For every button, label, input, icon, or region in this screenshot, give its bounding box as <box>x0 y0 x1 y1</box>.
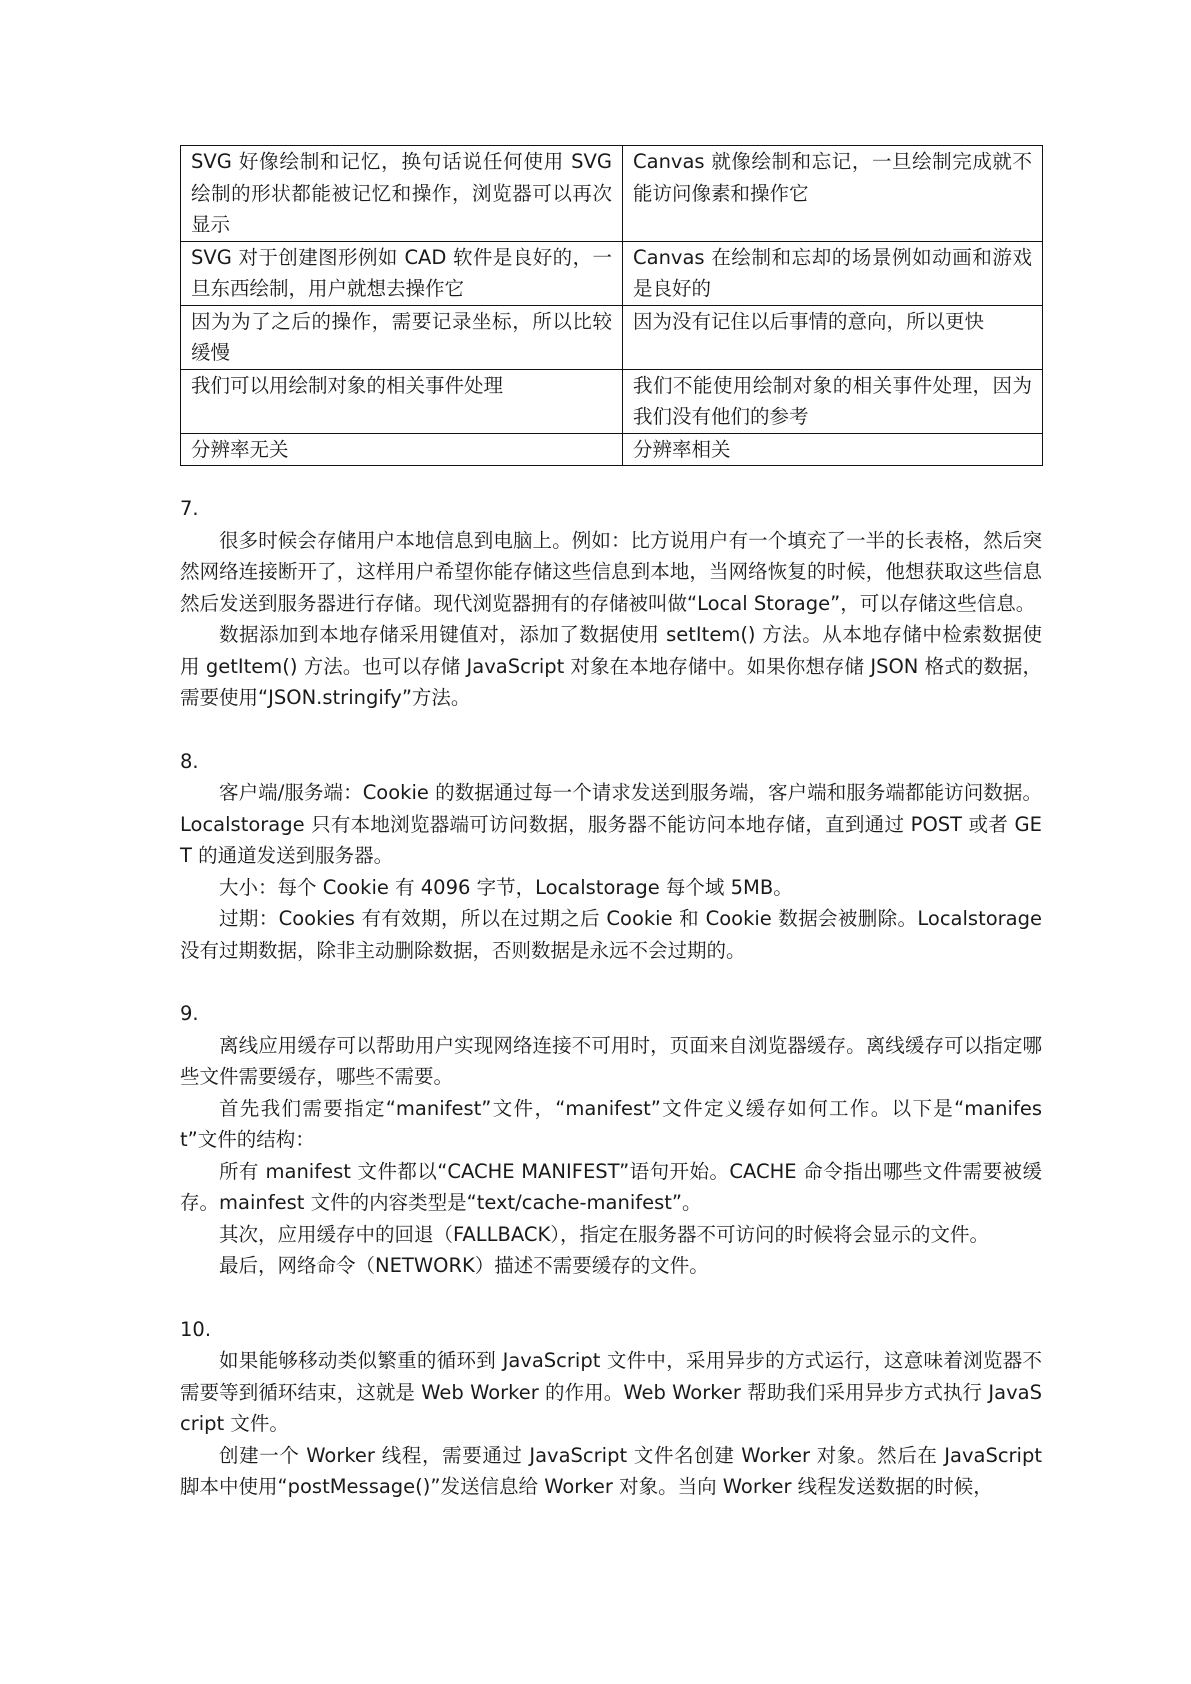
section-number: 9. <box>180 1002 199 1025</box>
paragraph: 很多时候会存储用户本地信息到电脑上。例如：比方说用户有一个填充了一半的长表格，然后突然网络连接断开了，这样用户希望你能存储这些信息到本地，当网络恢复的时候，他想获取这些信息然后发送到服务器进行存储。现代浏览器拥有的存储被叫做“Local Storage”，可以存储这些信息。 <box>180 528 1042 615</box>
section-9 <box>180 998 1042 1282</box>
paragraph: 首先我们需要指定“manifest”文件，“manifest”文件定义缓存如何工作。以下是“manifest”文件的结构： <box>180 1096 1042 1151</box>
page-content <box>180 145 1042 1503</box>
table-cell-svg: SVG 对于创建图形例如 CAD 软件是良好的，一旦东西绘制，用户就想去操作它 <box>181 241 623 305</box>
table-row <box>181 369 1043 433</box>
svg-canvas-comparison-table <box>180 145 1043 466</box>
paragraph: 创建一个 Worker 线程，需要通过 JavaScript 文件名创建 Worker 对象。然后在 JavaScript 脚本中使用“postMessage()”发送信息给 Worker 对象。当向 Worker 线程发送数据的时候， <box>180 1443 1042 1498</box>
section-10 <box>180 1314 1042 1503</box>
table-cell-svg: 我们可以用绘制对象的相关事件处理 <box>181 369 623 433</box>
paragraph: 其次，应用缓存中的回退（FALLBACK），指定在服务器不可访问的时候将会显示的文件。 <box>219 1222 990 1246</box>
table-row <box>181 433 1043 466</box>
table-row <box>181 146 1043 242</box>
table-cell-svg: 因为为了之后的操作，需要记录坐标，所以比较缓慢 <box>181 305 623 369</box>
paragraph: 最后，网络命令（NETWORK）描述不需要缓存的文件。 <box>219 1254 709 1277</box>
table-cell-svg: SVG 好像绘制和记忆，换句话说任何使用 SVG 绘制的形状都能被记忆和操作，浏览器可以再次显示 <box>181 146 623 242</box>
paragraph: 如果能够移动类似繁重的循环到 JavaScript 文件中，采用异步的方式运行，这意味着浏览器不需要等到循环结束，这就是 Web Worker 的作用。Web Worker 帮助我们采用异步方式执行 JavaScript 文件。 <box>180 1349 1042 1435</box>
table-cell-canvas: 我们不能使用绘制对象的相关事件处理，因为我们没有他们的参考 <box>623 369 1043 433</box>
table-cell-canvas: Canvas 在绘制和忘却的场景例如动画和游戏是良好的 <box>623 241 1043 305</box>
table-cell-canvas: 分辨率相关 <box>623 433 1043 466</box>
table-cell-canvas: Canvas 就像绘制和忘记，一旦绘制完成就不能访问像素和操作它 <box>623 146 1043 242</box>
section-number: 7. <box>180 497 199 520</box>
paragraph: 数据添加到本地存储采用键值对，添加了数据使用 setItem() 方法。从本地存储中检索数据使用 getItem() 方法。也可以存储 JavaScript 对象在本地存储中。如果你想存储 JSON 格式的数据，需要使用“JSON.stringify”方法。 <box>180 623 1042 709</box>
section-7 <box>180 493 1042 714</box>
paragraph: 大小：每个 Cookie 有 4096 字节，Localstorage 每个域 5MB。 <box>219 875 793 899</box>
section-8 <box>180 746 1042 967</box>
table-row <box>181 241 1043 305</box>
table-row <box>181 305 1043 369</box>
paragraph: 过期：Cookies 有有效期，所以在过期之后 Cookie 和 Cookie 数据会被删除。Localstorage 没有过期数据，除非主动删除数据，否则数据是永远不会过期的。 <box>180 907 1042 962</box>
paragraph: 所有 manifest 文件都以“CACHE MANIFEST”语句开始。CACHE 命令指出哪些文件需要被缓存。mainfest 文件的内容类型是“text/cache-manifest”。 <box>180 1159 1042 1214</box>
table-cell-svg: 分辨率无关 <box>181 433 623 466</box>
paragraph: 离线应用缓存可以帮助用户实现网络连接不可用时，页面来自浏览器缓存。离线缓存可以指定哪些文件需要缓存，哪些不需要。 <box>180 1033 1042 1088</box>
paragraph: 客户端/服务端：Cookie 的数据通过每一个请求发送到服务端，客户端和服务端都能访问数据。Localstorage 只有本地浏览器端可访问数据，服务器不能访问本地存储，直到通过 POST 或者 GET 的通道发送到服务器。 <box>180 781 1042 867</box>
section-number: 10. <box>180 1317 212 1341</box>
section-number: 8. <box>180 749 199 773</box>
table-cell-canvas: 因为没有记住以后事情的意向，所以更快 <box>623 305 1043 369</box>
